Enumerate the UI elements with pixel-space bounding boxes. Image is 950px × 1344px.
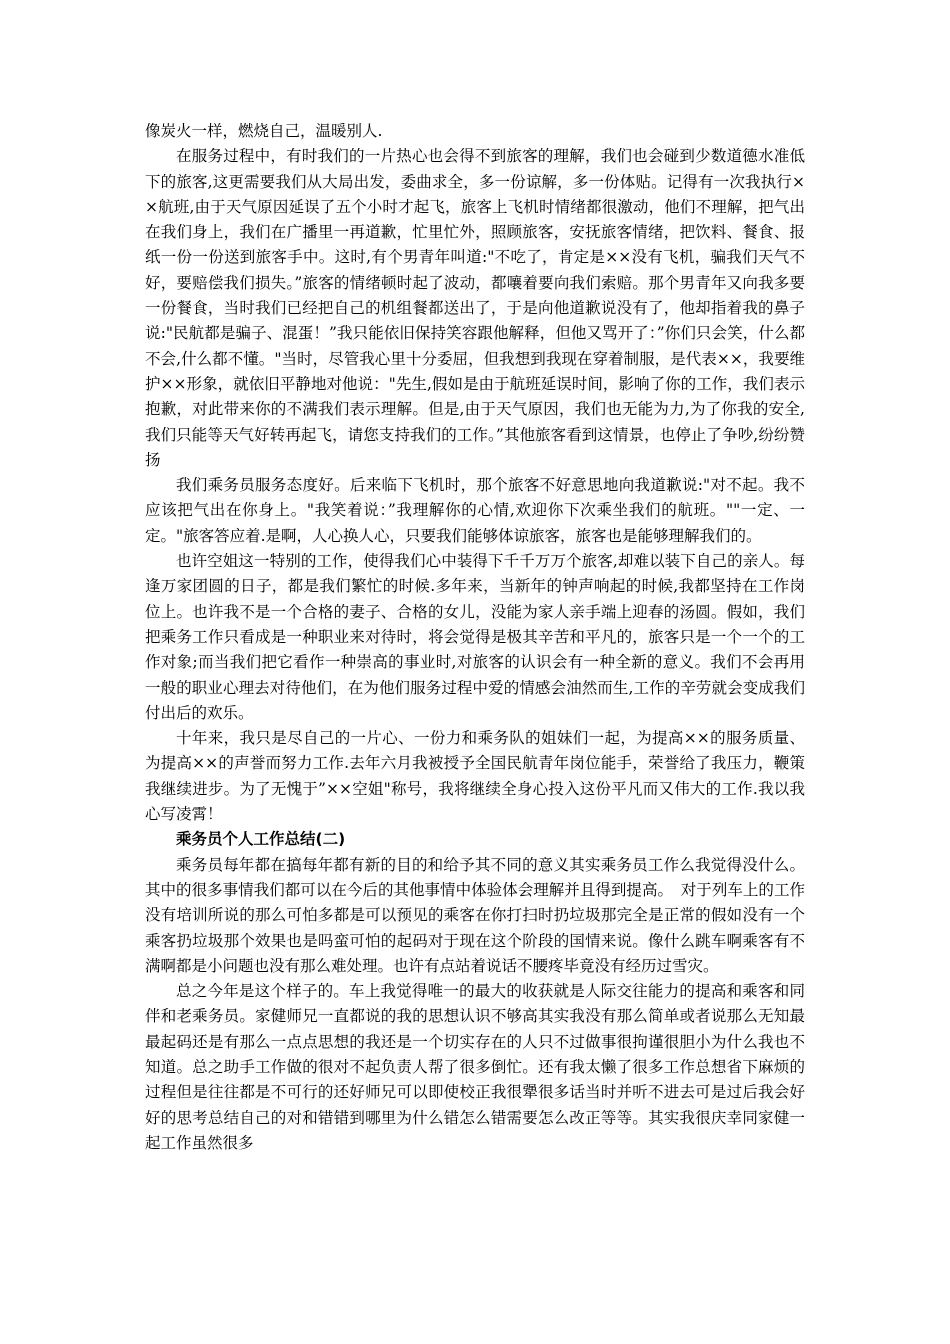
paragraph-service-incident: 在服务过程中，有时我们的一片热心也会得不到旅客的理解，我们也会碰到少数道德水准低下的旅客,这更需要我们从大局出发，委曲求全，多一份谅解，多一份体贴。记得有一次我执行××航班,由于天气原因延误了五个小时才起飞，旅客上飞机时情绪都很激动，他们不理解，把气出在我们身上，我们在广播里一再道歉，忙里忙外，照顾旅客，安抚旅客情绪，把饮料、餐食、报纸一份一份送到旅客手中。这时,有个男青年叫道:"不吃了，肯定是××没有飞机，骗我们天气不好，要赔偿我们损失。”旅客的情绪顿时起了波动，都嚷着要向我们索赔。那个男青年又向我多要一份餐食，当时我们已经把自己的机组餐都送出了，于是向他道歉说没有了，他却指着我的鼻子说:"民航都是骗子、混蛋！”我只能依旧保持笑容跟他解释，但他又骂开了：”你们只会笑，什么都不会,什么都不懂。"当时，尽管我心里十分委屈，但我想到我现在穿着制服，是代表××，我要维护××形象，就依旧平静地对他说："先生,假如是由于航班延误时间，影响了你的工作，我们表示抱歉，对此带来你的不满我们表示理解。但是,由于天气原因，我们也无能为力,为了你我的安全,我们只能等天气好转再起飞，请您支持我们的工作。”其他旅客看到这情景，也停止了争吵,纷纷赞扬 [145, 147, 805, 469]
section-heading: 乘务员个人工作总结(二) [176, 830, 346, 849]
paragraph-career-reflection: 也许空姐这一特别的工作，使得我们心中装得下千千万万个旅客,却难以装下自己的亲人。每逢万家团圆的日子，都是我们繁忙的时候.多年来，当新年的钟声响起的时候,我都坚持在工作岗位上。也许我不是一个合格的妻子、合格的女儿，没能为家人亲手端上迎春的汤圆。假如，我们把乘务工作只看成是一种职业来对待时，将会觉得是极其辛苦和平凡的，旅客只是一个一个的工作对象;而当我们把它看作一种崇高的事业时,对旅客的认识会有一种全新的意义。我们不会再用一般的职业心理去对待他们，在为他们服务过程中爱的情感会油然而生,工作的辛劳就会变成我们付出后的欢乐。 [145, 552, 805, 722]
paragraph-summary-intro: 乘务员每年都在搞每年都有新的目的和给予其不同的意义其实乘务员工作么我觉得没什么。其中的很多事情我们都可以在今后的其他事情中体验体会理解并且得到提高。 对于列车上的工作没有培训所说的那么可怕多都是可以预见的乘客在你打扫时扔垃圾那完全是正常的假如没有一个乘客扔垃圾那个效果也是吗蛮可怕的起码对于现在这个阶段的国情来说。像什么跳车啊乘客有不满啊都是小问题也没有那么难处理。也许有点站着说话不腰疼毕竟没有经历过雪灾。 [145, 855, 805, 975]
paragraph-continuation: 像炭火一样，燃烧自己，温暖别人. [145, 122, 383, 140]
paragraph-summary-gains: 总之今年是这个样子的。车上我觉得唯一的最大的收获就是人际交往能力的提高和乘客和同伴和老乘务员。家健师兄一直都说的我的思想认识不够高其实我没有那么简单或者说那么无知最最起码还是有那么一点点思想的我还是一个切实存在的人只不过做事很拘谨很胆小为什么我也不知道。总之助手工作做的很对不起负责人帮了很多倒忙。还有我太懒了很多工作总想省下麻烦的过程但是往往都是不可行的还好师兄可以即使校正我很犟很多话当时并听不进去可是过后我会好好的思考总结自己的对和错错到哪里为什么错怎么错需要怎么改正等等。其实我很庆幸同家健一起工作虽然很多 [145, 982, 805, 1152]
paragraph-apology: 我们乘务员服务态度好。后来临下飞机时，那个旅客不好意思地向我道歉说:"对不起。我不应该把气出在你身上。"我笑着说：”我理解你的心情,欢迎你下次乘坐我们的航班。""一定、一定。"旅客答应着.是啊，人心换人心，只要我们能够体谅旅客，旅客也是能够理解我们的。 [145, 476, 805, 545]
paragraph-ten-years: 十年来，我只是尽自己的一片心、一份力和乘务队的姐妹们一起，为提高××的服务质量、为提高××的声誉而努力工作.去年六月我被授予全国民航青年岗位能手，荣誉给了我压力，鞭策我继续进步。为了无愧于”××空姐"称号，我将继续全身心投入这份平凡而又伟大的工作.我以我心写凌霄！ [145, 729, 805, 824]
document-page [145, 119, 805, 1156]
